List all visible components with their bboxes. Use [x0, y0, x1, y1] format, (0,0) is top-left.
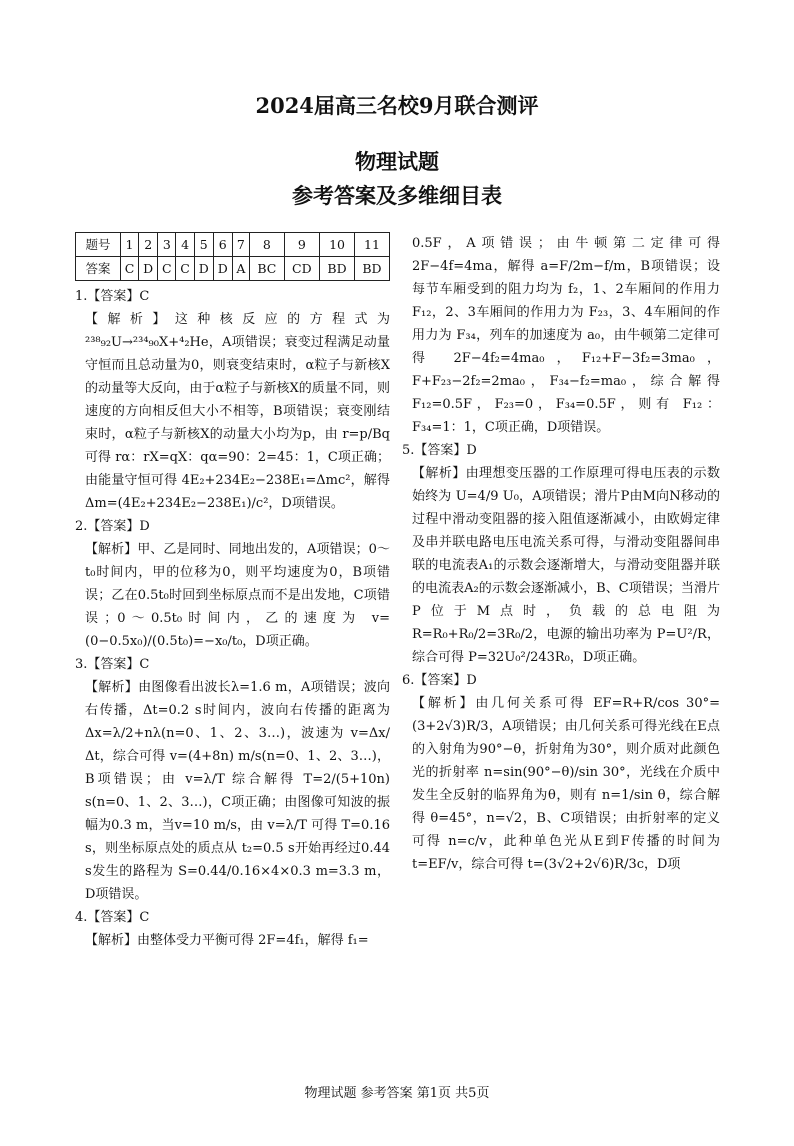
explanation-paragraph: 【解析】甲、乙是同时、同地出发的，A项错误；0～t₀时间内，甲的位移为0，则平均速度为0，B项错误；乙在0.5t₀时回到坐标原点而不是出发地，C项错误；0～0.5t₀时间内，乙的速度为 v=(0−0.5x₀)/(0.5t₀)=−x₀/t₀，D项正确。	[85, 542, 390, 649]
page-footer: 物理试题 参考答案 第1页 共5页	[304, 1086, 490, 1101]
page-subtitle: 物理试题	[355, 149, 439, 174]
answer-heading: 4.【答案】C	[75, 910, 150, 925]
table-cell: 11	[354, 233, 389, 257]
table-row-label: 答案	[76, 257, 121, 281]
table-cell: 9	[284, 233, 320, 257]
table-cell: D	[213, 257, 232, 281]
table-cell: BD	[354, 257, 389, 281]
explanation-paragraph: 【解析】由图像看出波长λ=1.6 m，A项错误；波向右传播，Δt=0.2 s时间内，波向右传播的距离为 Δx=λ/2+nλ(n=0、1、2、3…)，波速为 v=Δx/Δt，综合可得 v=(4+8n) m/s(n=0、1、2、3…)，B项错误；由 v=λ/T 综合解得 T=2/(5+10n) s(n=0、1、2、3…)，C项正确；由图像可知波的振幅为0.3 m，当v=10 m/s，由 v=λ/T 可得 T=0.16 s，则坐标原点处的质点从 t₂=0.5 s开始再经过0.44 s发生的路程为 S=0.44/0.16×4×0.3 m=3.3 m，D项错误。	[85, 680, 390, 902]
table-cell: 3	[158, 233, 176, 257]
table-cell: 5	[194, 233, 213, 257]
table-cell: 6	[213, 233, 232, 257]
left-column	[75, 232, 390, 952]
table-cell: 10	[320, 233, 355, 257]
table-cell: A	[232, 257, 249, 281]
answer-table	[75, 232, 390, 281]
right-column	[402, 232, 720, 876]
answer-heading: 3.【答案】C	[75, 657, 150, 672]
table-row-label: 题号	[76, 233, 121, 257]
page-title: 2024届高三名校9月联合测评	[255, 93, 539, 118]
table-cell: C	[120, 257, 138, 281]
explanation-paragraph: 【解析】由几何关系可得 EF=R+R/cos 30°=(3+2√3)R/3，A项错误；由几何关系可得光线在E点的入射角为90°−θ，折射角为30°，则介质对此颜色光的折射率 n=sin(90°−θ)/sin 30°，光线在介质中发生全反射的临界角为θ，则有 n=1/sin θ，综合解得 θ=45°，n=√2，B、C项错误；由折射率的定义可得 n=c/v，此种单色光从E到F传播的时间为 t=EF/v，综合可得 t=(3√2+2√6)R/3c，D项	[412, 696, 720, 872]
answer-heading: 6.【答案】D	[402, 673, 477, 688]
explanation-paragraph: 【解析】这种核反应的方程式为²³⁸₉₂U→²³⁴₉₀X+⁴₂He，A项错误；衰变过程满足动量守恒而且总动量为0，则衰变结束时，α粒子与新核X的动量等大反向，由于α粒子与新核X的质量不同，则速度的方向相反但大小不相等，B项错误；衰变刚结束时，α粒子与新核X的动量大小均为p，由 r=p/Bq 可得 rα：rX=qX：qα=90：2=45：1，C项正确；由能量守恒可得 4E₂+234E₂−238E₁=Δmc²，解得 Δm=(4E₂+234E₂−238E₁)/c²，D项错误。	[85, 312, 390, 511]
page-subtitle-2: 参考答案及多维细目表	[292, 183, 502, 208]
table-cell: CD	[284, 257, 320, 281]
table-cell: D	[194, 257, 213, 281]
table-cell: 8	[250, 233, 284, 257]
table-cell: D	[139, 257, 158, 281]
table-cell: 2	[139, 233, 158, 257]
table-cell: 7	[232, 233, 249, 257]
answer-heading: 5.【答案】D	[402, 443, 477, 458]
explanation-paragraph: 0.5F，A项错误；由牛顿第二定律可得 2F−4f=4ma，解得 a=F/2m−f/m，B项错误；设每节车厢受到的阻力均为 f₂，1、2车厢间的作用力 F₁₂，2、3车厢间的作用力为 F₂₃，3、4车厢间的作用力为 F₃₄，列车的加速度为 a₀，由牛顿第二定律可得 2F−4f₂=4ma₀，F₁₂+F−3f₂=3ma₀，F+F₂₃−2f₂=2ma₀，F₃₄−f₂=ma₀，综合解得 F₁₂=0.5F，F₂₃=0，F₃₄=0.5F，则有 F₁₂：F₃₄=1：1，C项正确，D项错误。	[412, 236, 720, 435]
table-cell: C	[158, 257, 176, 281]
answer-table-row-answers	[76, 257, 390, 281]
answer-heading: 1.【答案】C	[75, 289, 150, 304]
table-cell: C	[176, 257, 194, 281]
explanation-paragraph: 【解析】由整体受力平衡可得 2F=4f₁，解得 f₁=	[85, 933, 369, 948]
explanation-paragraph: 【解析】由理想变压器的工作原理可得电压表的示数始终为 U=4/9 U₀，A项错误；滑片P由M向N移动的过程中滑动变阻器的接入阻值逐渐减小，由欧姆定律及串并联电路电压电流关系可得，与滑动变阻器间串联的电流表A₁的示数会逐渐增大，与滑动变阻器并联的电流表A₂的示数会逐渐减小，B、C项错误；当滑片P位于M点时，负载的总电阻为 R=R₀+R₀/2=3R₀/2，电源的输出功率为 P=U²/R，综合可得 P=32U₀²/243R₀，D项正确。	[412, 466, 720, 665]
table-cell: 4	[176, 233, 194, 257]
answer-heading: 2.【答案】D	[75, 519, 150, 534]
answer-table-row-numbers	[76, 233, 390, 257]
table-cell: 1	[120, 233, 138, 257]
table-cell: BD	[320, 257, 355, 281]
table-cell: BC	[250, 257, 284, 281]
